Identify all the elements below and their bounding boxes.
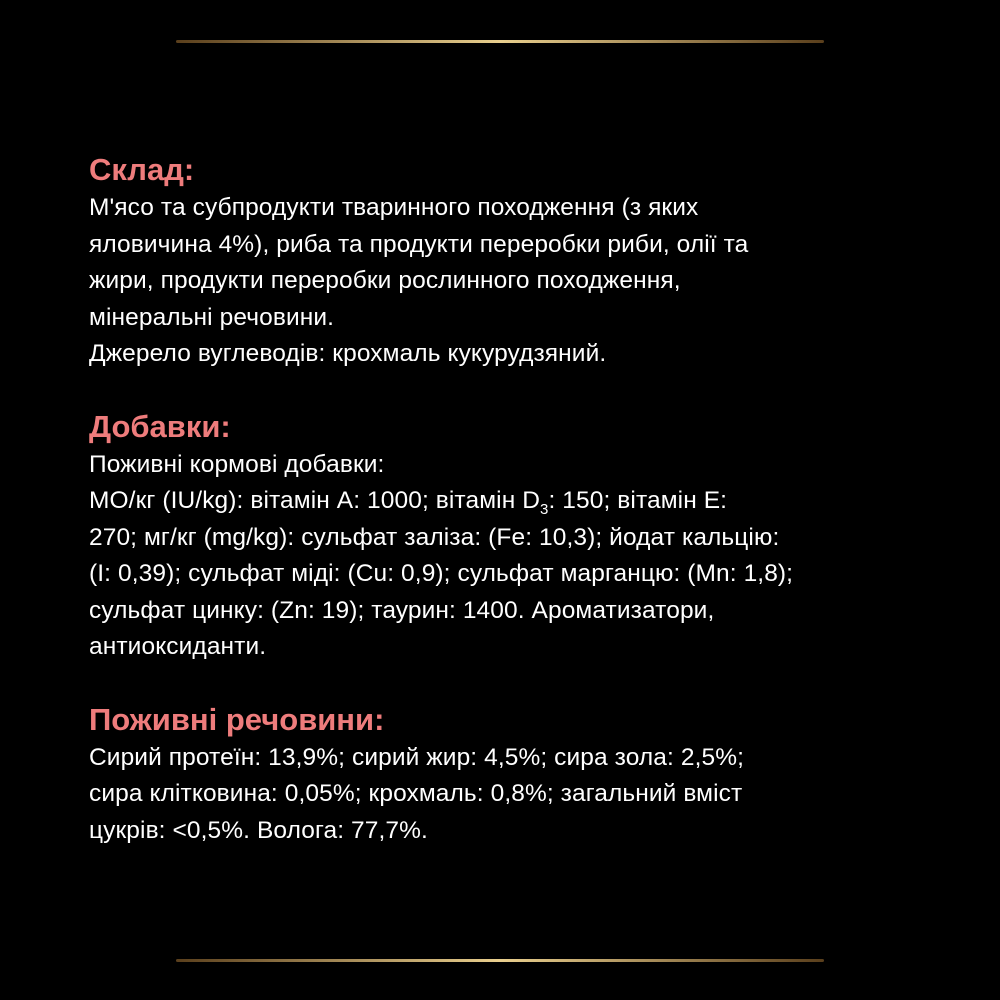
composition-section <box>89 150 929 373</box>
label-content <box>89 150 929 849</box>
vitamins-line <box>89 483 929 520</box>
additives-line: (I: 0,39); сульфат міді: (Cu: 0,9); сульфат марганцю: (Mn: 1,8); <box>89 560 794 587</box>
additives-text <box>89 447 929 666</box>
nutrients-section <box>89 700 929 850</box>
top-gold-rule <box>176 40 824 43</box>
carbohydrate-source-line: Джерело вуглеводів: крохмаль кукурудзяний. <box>89 340 607 367</box>
nutrients-line: цукрів: <0,5%. Волога: 77,7%. <box>89 816 428 844</box>
bottom-gold-rule <box>176 959 824 962</box>
vitamins-text-a: МО/кг (IU/kg): вітамін А: 1000; вітамін D <box>89 487 541 514</box>
additives-line: антиоксиданти. <box>89 633 267 660</box>
nutrients-line: Сирий протеїн: 13,9%; сирий жир: 4,5%; сира зола: 2,5%; <box>89 743 745 771</box>
composition-line: жири, продукти переробки рослинного походження, <box>89 267 681 294</box>
additives-heading: Добавки: <box>89 408 231 444</box>
additives-line: Поживні кормові добавки: <box>89 450 385 478</box>
nutrients-line: сира клітковина: 0,05%; крохмаль: 0,8%; загальний вміст <box>89 780 743 807</box>
additives-line: 270; мг/кг (mg/kg): сульфат заліза: (Fe: 10,3); йодат кальцію: <box>89 523 780 551</box>
composition-line: яловичина 4%), риба та продукти переробки риби, олії та <box>89 230 749 258</box>
nutrients-text <box>89 740 929 850</box>
composition-line: мінеральні речовини. <box>89 303 335 331</box>
vitamin-d3-subscript: 3 <box>540 501 549 518</box>
composition-line: М'ясо та субпродукти тваринного походження (з яких <box>89 194 699 221</box>
composition-heading: Склад: <box>89 152 195 187</box>
additives-section <box>89 407 929 666</box>
nutrients-heading: Поживні речовини: <box>89 701 385 737</box>
additives-line: сульфат цинку: (Zn: 19); таурин: 1400. Ароматизатори, <box>89 596 715 624</box>
vitamins-text-b: : 150; вітамін Е: <box>548 487 728 514</box>
composition-text <box>89 190 929 373</box>
